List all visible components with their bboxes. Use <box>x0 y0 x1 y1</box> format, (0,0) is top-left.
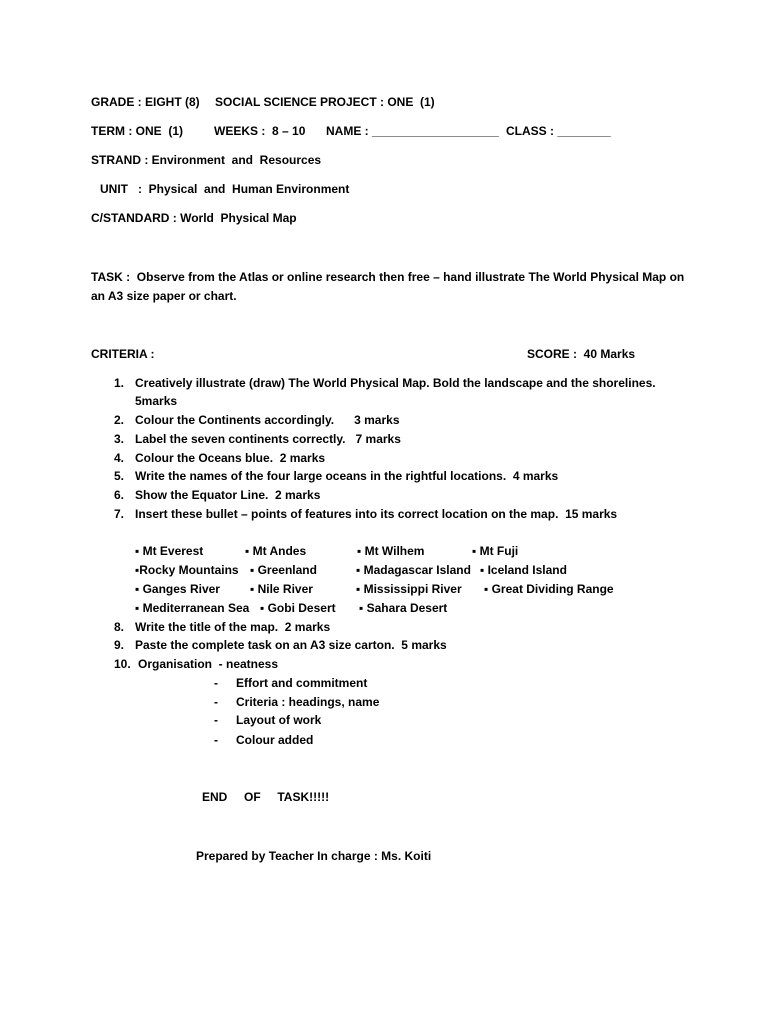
feature-item: ▪ Mt Fuji <box>472 544 519 558</box>
criteria-item: Write the title of the map. 2 marks <box>135 620 331 634</box>
criteria-item: Colour the Oceans blue. 2 marks <box>135 451 326 465</box>
organisation-dash: - <box>214 676 218 690</box>
criteria-number: 8. <box>114 620 125 634</box>
organisation-item: Layout of work <box>236 713 322 727</box>
criteria-item: Paste the complete task on an A3 size carton. 5 marks <box>135 638 447 652</box>
feature-item: ▪ Nile River <box>250 582 313 596</box>
criteria-number: 9. <box>114 638 125 652</box>
feature-item: ▪ Ganges River <box>135 582 220 596</box>
organisation-item: Criteria : headings, name <box>236 695 380 709</box>
feature-item: ▪ Sahara Desert <box>359 601 448 615</box>
unit-label: UNIT : Physical and Human Environment <box>100 182 350 196</box>
end-of-task: END OF TASK!!!!! <box>202 790 330 804</box>
criteria-item: Show the Equator Line. 2 marks <box>135 488 321 502</box>
weeks-label: WEEKS : 8 – 10 <box>214 124 306 138</box>
feature-item: ▪ Mediterranean Sea <box>135 601 250 615</box>
criteria-number: 7. <box>114 507 125 521</box>
name-field: NAME : ___________________ <box>326 124 499 138</box>
criteria-number: 10. <box>114 657 131 671</box>
feature-item: ▪ Mt Wilhem <box>357 544 425 558</box>
criteria-number: 2. <box>114 413 125 427</box>
strand-label: STRAND : Environment and Resources <box>91 153 322 167</box>
subject-label: SOCIAL SCIENCE <box>215 95 317 109</box>
criteria-number: 1. <box>114 376 125 390</box>
criteria-number: 4. <box>114 451 125 465</box>
criteria-number: 3. <box>114 432 125 446</box>
organisation-dash: - <box>214 713 218 727</box>
criteria-label: CRITERIA : <box>91 347 155 361</box>
criteria-item-continued: 5marks <box>135 394 178 408</box>
criteria-number: 5. <box>114 469 125 483</box>
feature-item: ▪ Iceland Island <box>480 563 567 577</box>
organisation-item: Effort and commitment <box>236 676 368 690</box>
task-line-1: TASK : Observe from the Atlas or online research then free – hand illustrate The World Physical Map on <box>91 270 685 284</box>
project-label: PROJECT : ONE (1) <box>320 95 435 109</box>
feature-item: ▪ Mt Everest <box>135 544 204 558</box>
feature-item: ▪ Great Dividing Range <box>484 582 614 596</box>
term-label: TERM : ONE (1) <box>91 124 183 138</box>
grade-label: GRADE : EIGHT (8) <box>91 95 200 109</box>
feature-item: ▪ Greenland <box>250 563 317 577</box>
cstandard-label: C/STANDARD : World Physical Map <box>91 211 297 225</box>
criteria-item: Organisation - neatness <box>138 657 279 671</box>
feature-item: ▪ Madagascar Island <box>356 563 471 577</box>
prepared-by: Prepared by Teacher In charge : Ms. Koiti <box>196 849 432 863</box>
criteria-item: Write the names of the four large oceans in the rightful locations. 4 marks <box>135 469 559 483</box>
feature-item: ▪ Mt Andes <box>245 544 307 558</box>
class-field: CLASS : ________ <box>506 124 611 138</box>
task-line-2: an A3 size paper or chart. <box>91 289 237 303</box>
criteria-item: Label the seven continents correctly. 7 marks <box>135 432 401 446</box>
score-label: SCORE : 40 Marks <box>527 347 636 361</box>
feature-item: ▪Rocky Mountains <box>135 563 239 577</box>
criteria-item: Insert these bullet – points of features into its correct location on the map. 15 marks <box>135 507 618 521</box>
feature-item: ▪ Mississippi River <box>356 582 462 596</box>
organisation-dash: - <box>214 695 218 709</box>
criteria-number: 6. <box>114 488 125 502</box>
criteria-item: Creatively illustrate (draw) The World Physical Map. Bold the landscape and the shorelines. <box>135 376 656 390</box>
criteria-item: Colour the Continents accordingly. 3 marks <box>135 413 400 427</box>
organisation-dash: - <box>214 733 218 747</box>
feature-item: ▪ Gobi Desert <box>260 601 336 615</box>
organisation-item: Colour added <box>236 733 314 747</box>
